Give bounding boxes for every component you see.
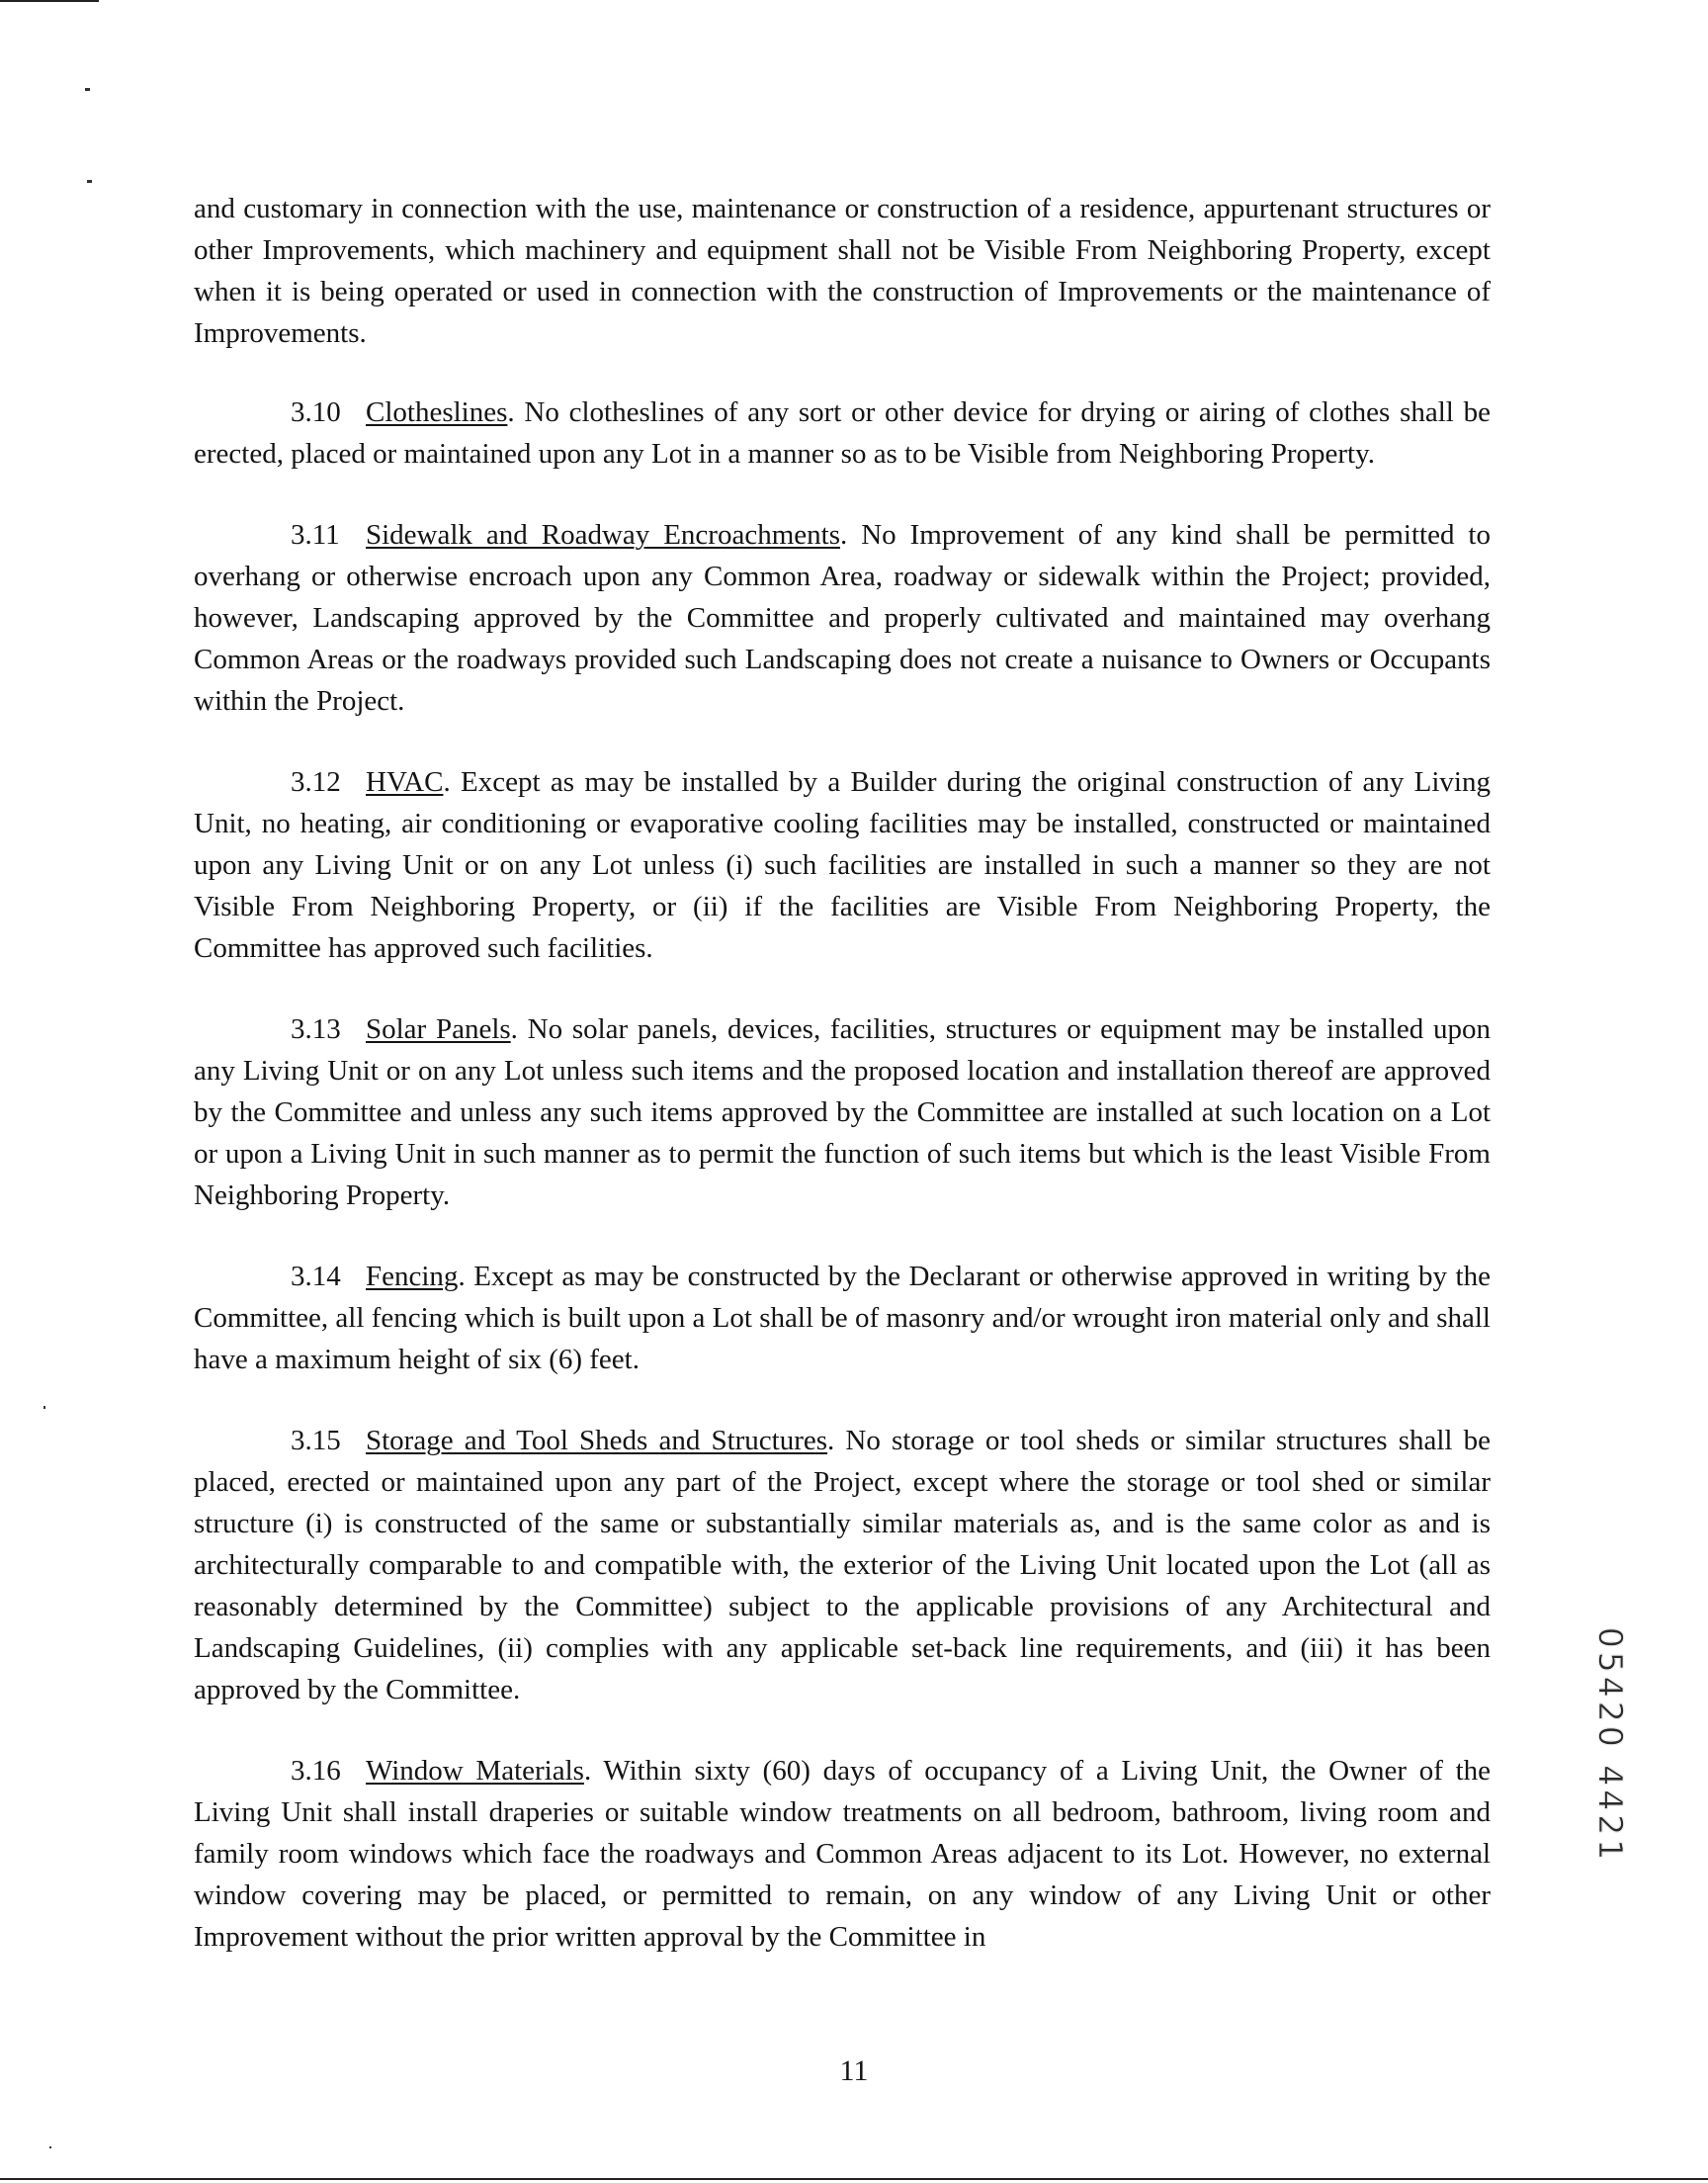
section-3-12 [194, 761, 1491, 969]
section-3-10 [194, 392, 1491, 475]
document-body [194, 188, 1491, 1997]
scan-speck [43, 1406, 45, 1409]
section-body: . Except as may be constructed by the Declarant or otherwise approved in writing by the Committee, all fencing which is built upon a Lot shall be of masonry and/or wrought iron material only and shall have a maximum height of six (6) feet. [194, 1261, 1491, 1375]
section-3-16 [194, 1750, 1491, 1958]
section-number: 3.10 [291, 396, 341, 428]
section-body: . No solar panels, devices, facilities, structures or equipment may be installed upon any Living Unit or on any Lot unless such items and the proposed location and installation thereof are approved by the Committee and unless any such items approved by the Committee are installed at such location on a Lot or upon a Living Unit in such manner as to permit the function of such items but which is the least Visible From Neighboring Property. [194, 1013, 1492, 1211]
top-edge-rule [0, 0, 99, 2]
section-body: . Except as may be installed by a Builder during the original construction of any Living Unit, no heating, air conditioning or evaporative cooling facilities may be installed, constructed or maintained upon any Living Unit or on any Lot unless (i) such facilities are installed in such a manner so they are not Visible From Neighboring Property, or (ii) if the facilities are Visible From Neighboring Property, the Committee has approved such facilities. [194, 766, 1491, 964]
scan-speck [49, 2146, 51, 2148]
section-number: 3.13 [291, 1013, 341, 1045]
section-body: . No storage or tool sheds or similar structures shall be placed, erected or maintained upon any part of the Project, except where the storage or tool shed or similar structure (i) is constructed of the same or substantially similar materials as, and is the same color as and is architecturally comparable to and compatible with, the exterior of the Living Unit located upon the Lot (all as reasonably determined by the Committee) subject to the applicable provisions of any Architectural and Landscaping Guidelines, (ii) complies with any applicable set-back line requirements, and (iii) it has been approved by the Committee. [194, 1425, 1491, 1705]
section-body: . No Improvement of any kind shall be permitted to overhang or otherwise encroach upon any Common Area, roadway or sidewalk within the Project; provided, however, Landscaping approved by the Committee and properly cultivated and maintained may overhang Common Areas or the roadways provided such Landscaping does not create a nuisance to Owners or Occupants within the Project. [194, 519, 1491, 717]
section-heading: Storage and Tool Sheds and Structures [366, 1425, 828, 1456]
section-3-13 [194, 1008, 1491, 1216]
section-heading: Fencing [366, 1261, 459, 1292]
bottom-edge-rule [0, 2178, 1708, 2180]
section-body: . No clotheslines of any sort or other device for drying or airing of clothes shall be erected, placed or maintained upon any Lot in a manner so as to be Visible from Neighboring Property. [194, 396, 1491, 470]
section-number: 3.15 [291, 1425, 341, 1456]
section-heading: Sidewalk and Roadway Encroachments [366, 519, 840, 551]
section-heading: Clotheslines [366, 396, 508, 428]
section-number: 3.12 [291, 766, 341, 798]
section-heading: Solar Panels [366, 1013, 511, 1045]
section-number: 3.16 [291, 1755, 341, 1787]
scan-speck [87, 180, 92, 183]
continuation-paragraph: and customary in connection with the use, maintenance or construction of a residence, appurtenant structures or other Improvements, which machinery and equipment shall not be Visible From Neighboring Property, except when it is being operated or used in connection with the construction of Improvements or the maintenance of Improvements. [194, 193, 1491, 349]
section-3-14 [194, 1256, 1491, 1380]
section-body: . Within sixty (60) days of occupancy of a Living Unit, the Owner of the Living Unit shall install draperies or suitable window treatments on all bedroom, bathroom, living room and family room windows which face the roadways and Common Areas adjacent to its Lot. However, no external window covering may be placed, or permitted to remain, on any window of any Living Unit or other Improvement without the prior written approval by the Committee in [194, 1755, 1491, 1953]
section-number: 3.11 [291, 519, 340, 551]
section-3-11 [194, 514, 1491, 722]
section-heading: HVAC [366, 766, 444, 798]
bates-stamp [1591, 1597, 1631, 1893]
section-heading: Window Materials [366, 1755, 584, 1787]
bates-number: 05420 4421 [1591, 1626, 1631, 1864]
section-3-15 [194, 1420, 1491, 1710]
scan-speck [85, 88, 90, 91]
section-number: 3.14 [291, 1261, 341, 1292]
page-number: 11 [839, 2054, 869, 2087]
